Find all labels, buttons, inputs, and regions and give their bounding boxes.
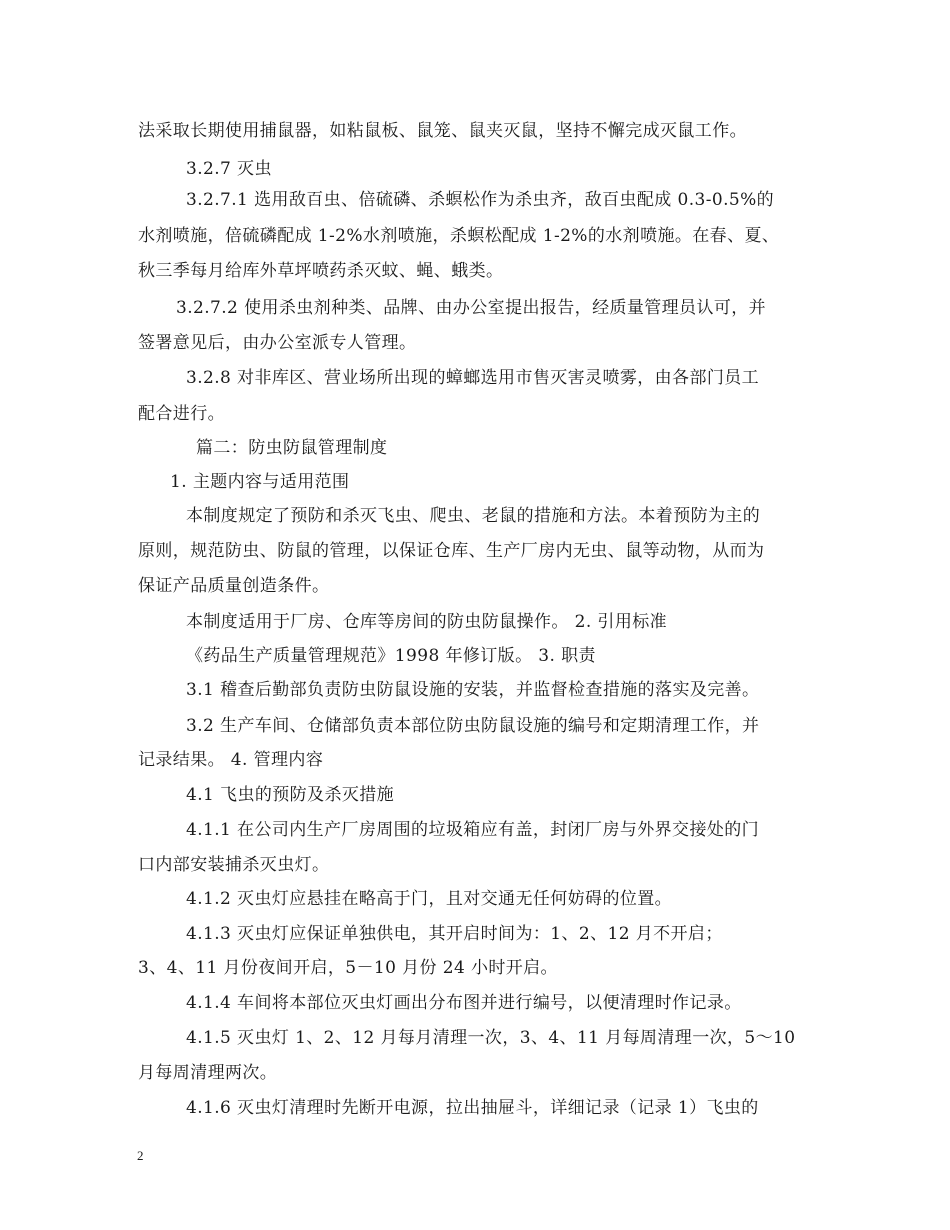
body-text-line: 3、4、11 月份夜间开启，5－10 月份 24 小时开启。 <box>138 958 558 978</box>
body-text-line: 3.2 生产车间、仓储部负责本部位防虫防鼠设施的编号和定期清理工作，并 <box>186 716 760 736</box>
body-text-line: 《药品生产质量管理规范》1998 年修订版。 3. 职责 <box>186 646 596 666</box>
body-text-line: 4.1.4 车间将本部位灭虫灯画出分布图并进行编号，以便清理时作记录。 <box>186 993 742 1013</box>
body-text-line: 4.1.2 灭虫灯应悬挂在略高于门，且对交通无任何妨碍的位置。 <box>186 889 673 909</box>
body-text-line: 原则，规范防虫、防鼠的管理，以保证仓库、生产厂房内无虫、鼠等动物，从而为 <box>138 541 765 561</box>
body-text-line: 记录结果。 4. 管理内容 <box>138 750 324 770</box>
body-text-line: 4.1.1 在公司内生产厂房周围的垃圾箱应有盖，封闭厂房与外界交接处的门 <box>186 820 760 840</box>
body-text-line: 配合进行。 <box>138 404 225 424</box>
section-heading: 4.1 飞虫的预防及杀灭措施 <box>186 785 395 805</box>
body-text-line: 3.2.8 对非库区、营业场所出现的蟑螂选用市售灭害灵喷雾，由各部门员工 <box>186 368 760 388</box>
body-text-line: 秋三季每月给库外草坪喷药杀灭蚊、蝇、蛾类。 <box>138 261 504 281</box>
body-text-line: 口内部安装捕杀灭虫灯。 <box>138 855 330 875</box>
body-text-line: 3.2.7.2 使用杀虫剂种类、品牌、由办公室提出报告，经质量管理员认可，并 <box>176 298 767 318</box>
body-text-line: 3.2.7.1 选用敌百虫、倍硫磷、杀螟松作为杀虫齐，敌百虫配成 0.3-0.5%的 <box>186 190 775 210</box>
body-text-line: 月每周清理两次。 <box>138 1063 278 1083</box>
body-text-line: 保证产品质量创造条件。 <box>138 576 330 596</box>
body-text-line: 4.1.6 灭虫灯清理时先断开电源，拉出抽屉斗，详细记录（记录 1）飞虫的 <box>186 1098 759 1118</box>
section-heading: 3.2.7 灭虫 <box>186 159 272 179</box>
body-text-line: 4.1.5 灭虫灯 1、2、12 月每月清理一次，3、4、11 月每周清理一次，5～10 <box>186 1028 796 1048</box>
body-text-line: 本制度规定了预防和杀灭飞虫、爬虫、老鼠的措施和方法。本着预防为主的 <box>186 506 761 526</box>
body-text-line: 法采取长期使用捕鼠器，如粘鼠板、鼠笼、鼠夹灭鼠，坚持不懈完成灭鼠工作。 <box>138 121 747 141</box>
body-text-line: 3.1 稽查后勤部负责防虫防鼠设施的安装，并监督检查措施的落实及完善。 <box>186 680 760 700</box>
body-text-line: 签署意见后，由办公室派专人管理。 <box>138 333 417 353</box>
body-text-line: 4.1.3 灭虫灯应保证单独供电，其开启时间为：1、2、12 月不开启； <box>186 924 723 944</box>
page-number: 2 <box>137 1148 144 1163</box>
body-text-line: 本制度适用于厂房、仓库等房间的防虫防鼠操作。 2. 引用标准 <box>186 612 668 632</box>
body-text-line: 水剂喷施，倍硫磷配成 1-2%水剂喷施，杀螟松配成 1-2%的水剂喷施。在春、夏、 <box>138 226 780 246</box>
section-heading: 1. 主题内容与适用范围 <box>170 472 350 492</box>
part-title: 篇二：防虫防鼠管理制度 <box>196 438 388 458</box>
